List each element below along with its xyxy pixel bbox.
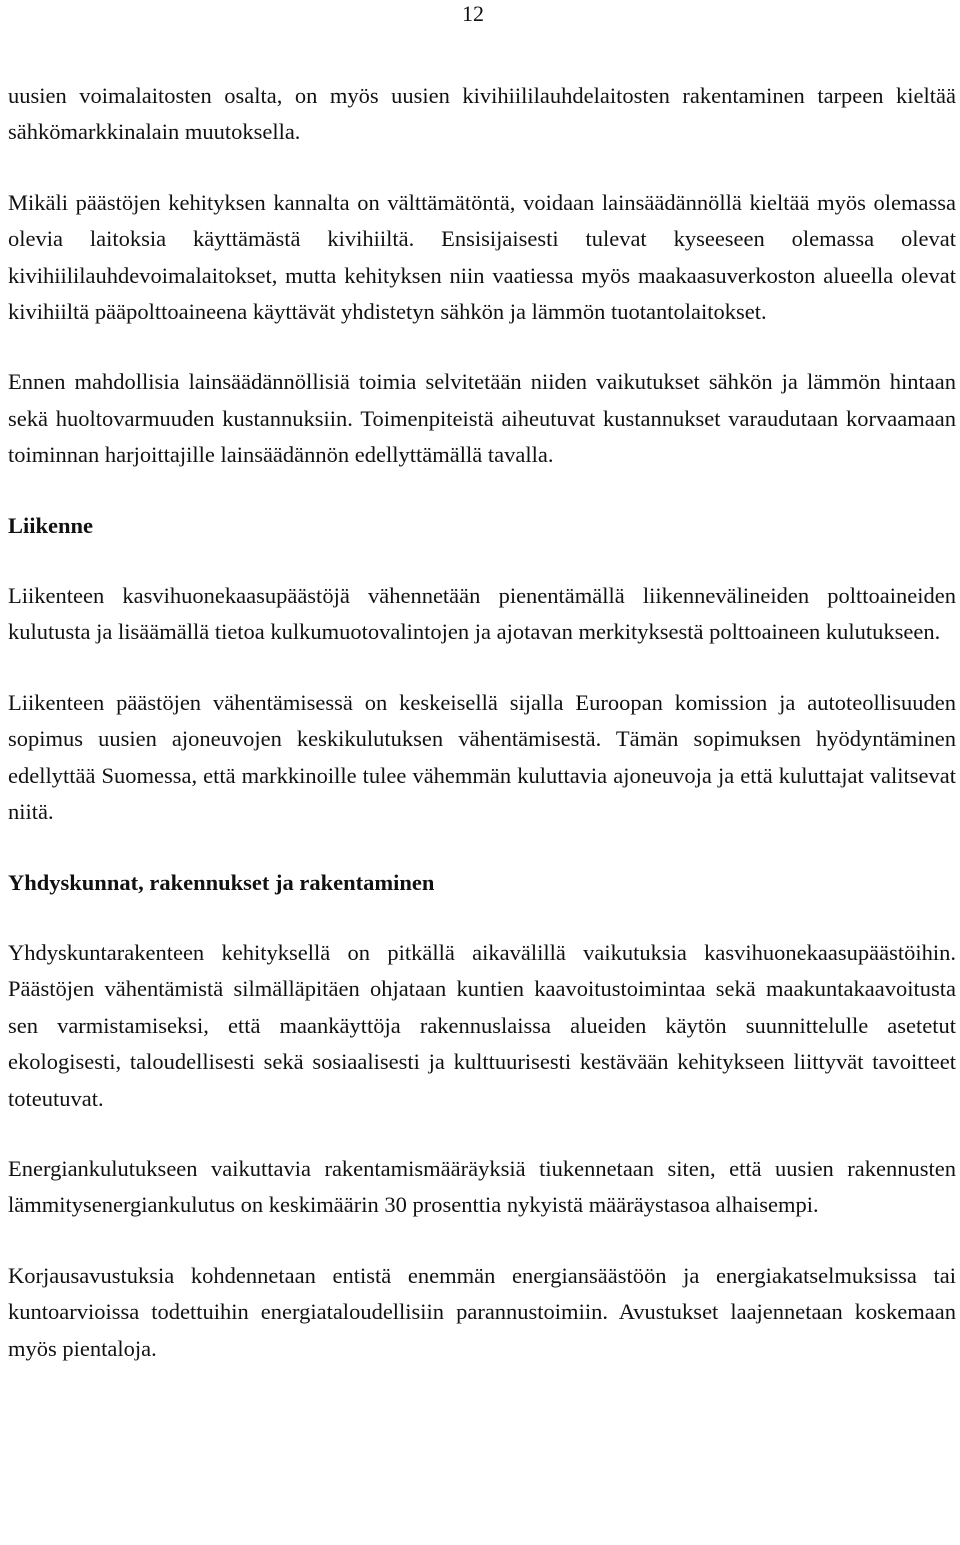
paragraph-4: Liikenteen kasvihuonekaasupäästöjä vähennetään pienentämällä liikennevälineiden polttoaineiden kulutusta ja lisäämällä tietoa kulkumuotovalintojen ja ajotavan merkityksestä polttoaineen kulutukseen. — [8, 583, 956, 645]
heading-yhdyskunnat: Yhdyskunnat, rakennukset ja rakentaminen — [8, 869, 435, 895]
paragraph-1: uusien voimalaitosten osalta, on myös uusien kivihiililauhdelaitosten rakentaminen tarpeen kieltää sähkömarkkinalain muutoksella. — [8, 83, 956, 145]
paragraph-5: Liikenteen päästöjen vähentämisessä on keskeisellä sijalla Euroopan komission ja autoteollisuuden sopimus uusien ajoneuvojen keskikulutuksen vähentämisestä. Tämän sopimuksen hyödyntäminen edellyttää Suomessa, että markkinoille tulee vähemmän kuluttavia ajoneuvoja ja että kuluttajat valitsevat niitä. — [8, 689, 956, 825]
paragraph-7: Energiankulutukseen vaikuttavia rakentamismääräyksiä tiukennetaan siten, että uusien rakennusten lämmitysenergiankulutus on keskimäärin 30 prosenttia nykyistä määräystasoa alhaisempi. — [8, 1155, 956, 1218]
paragraph-6: Yhdyskuntarakenteen kehityksellä on pitkällä aikavälillä vaikutuksia kasvihuonekaasupäästöihin. Päästöjen vähentämistä silmälläpitäen ohjataan kuntien kaavoitustoimintaa sekä maakuntakaavoitusta sen varmistamiseksi, että maankäyttöja rakennuslaissa alueiden käytön suunnittelulle asetetut ekologisesti, taloudellisesti sekä sosiaalisesti ja kulttuurisesti kestävään kehitykseen liittyvät tavoitteet toteutuvat. — [8, 939, 956, 1111]
heading-liikenne: Liikenne — [8, 512, 94, 538]
paragraph-2: Mikäli päästöjen kehityksen kannalta on välttämätöntä, voidaan lainsäädännöllä kieltää myös olemassa olevia laitoksia käyttämästä kivihiiltä. Ensisijaisesti tulevat kyseeseen olemassa olevat kivihiililauhdevoimalaitokset, mutta kehityksen niin vaatiessa myös maakaasuverkoston alueella olevat kivihiiltä pääpolttoaineena käyttävät yhdistetyn sähkön ja lämmön tuotantolaitokset. — [8, 189, 956, 325]
page-number: 12 — [462, 1, 484, 26]
paragraph-8: Korjausavustuksia kohdennetaan entistä enemmän energiansäästöön ja energiakatselmuksissa tai kuntoarvioissa todettuihin energiataloudellisiin parannustoimiin. Avustukset laajennetaan koskemaan myös pientaloja. — [8, 1262, 956, 1361]
document-body — [8, 78, 956, 1367]
paragraph-3: Ennen mahdollisia lainsäädännöllisiä toimia selvitetään niiden vaikutukset sähkön ja lämmön hintaan sekä huoltovarmuuden kustannuksiin. Toimenpiteistä aiheutuvat kustannukset varaudutaan korvaamaan toiminnan harjoittajille lainsäädännön edellyttämällä tavalla. — [8, 369, 956, 468]
